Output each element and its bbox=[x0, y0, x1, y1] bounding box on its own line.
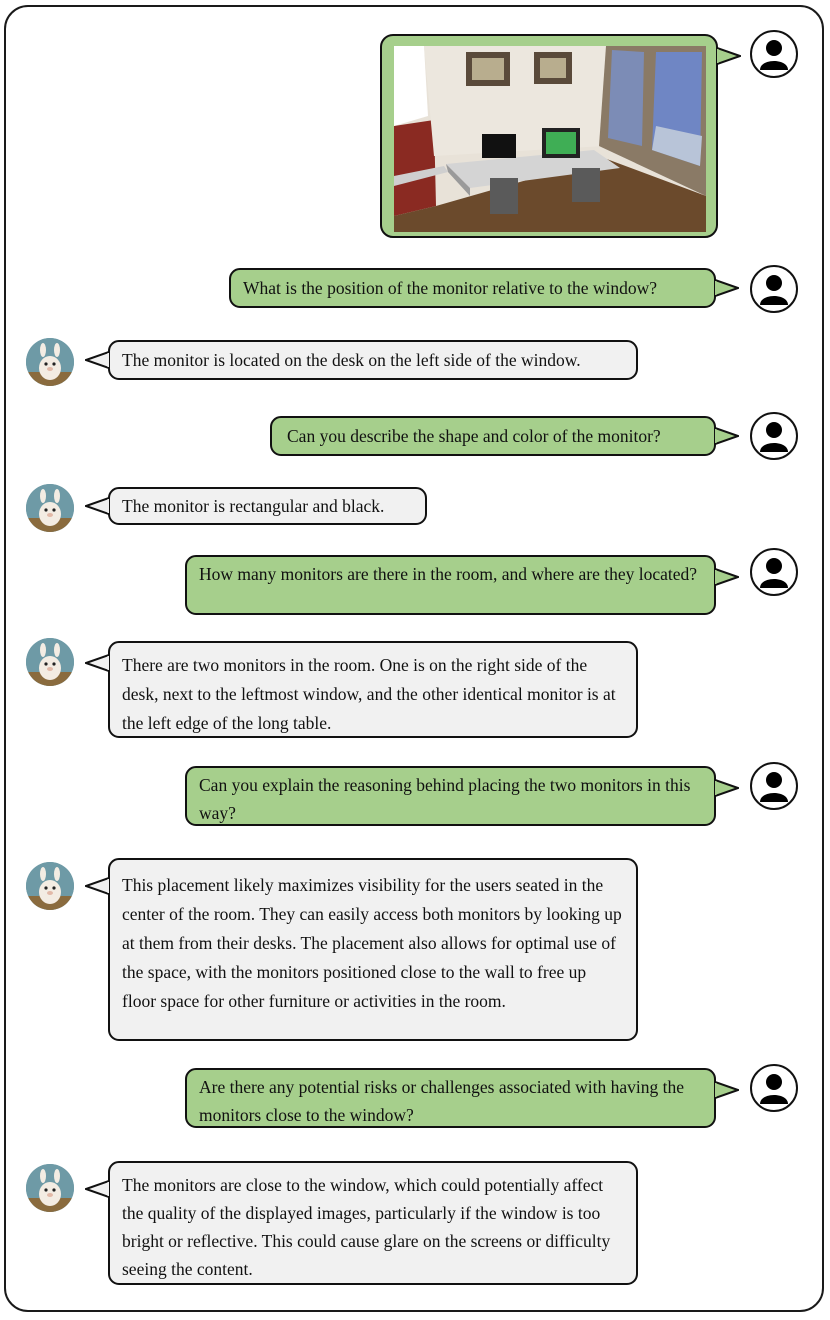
bubble-tail bbox=[715, 778, 739, 798]
bubble-tail bbox=[85, 350, 109, 370]
person-silhouette-icon bbox=[752, 414, 796, 458]
assistant-avatar bbox=[26, 862, 74, 910]
bubble-tail bbox=[715, 426, 739, 446]
bubble-tail bbox=[717, 46, 741, 66]
message-text: There are two monitors in the room. One is on the right side of the desk, next to the leftmost window, and the other identical monitor is at the left edge of the long table. bbox=[122, 655, 616, 733]
user-avatar bbox=[750, 265, 798, 313]
assistant-avatar bbox=[26, 484, 74, 532]
llama-mascot-avatar bbox=[26, 638, 74, 686]
message-text: Are there any potential risks or challenges associated with having the monitors close to the window? bbox=[199, 1077, 684, 1125]
bubble-tail bbox=[85, 1179, 109, 1199]
bubble-tail bbox=[715, 278, 739, 298]
user-avatar bbox=[750, 762, 798, 810]
message-text: Can you explain the reasoning behind placing the two monitors in this way? bbox=[199, 775, 691, 823]
message-text: Can you describe the shape and color of the monitor? bbox=[287, 426, 661, 446]
message-text: What is the position of the monitor relative to the window? bbox=[243, 278, 658, 298]
bubble-tail bbox=[85, 496, 109, 516]
bubble-tail bbox=[85, 653, 109, 673]
message-text: The monitor is rectangular and black. bbox=[122, 496, 385, 516]
llama-mascot-avatar bbox=[26, 862, 74, 910]
user-message bbox=[185, 766, 716, 826]
user-avatar bbox=[750, 548, 798, 596]
assistant-avatar bbox=[26, 338, 74, 386]
user-message bbox=[229, 268, 716, 308]
user-message bbox=[185, 555, 716, 615]
bubble-tail bbox=[715, 567, 739, 587]
assistant-message bbox=[108, 487, 427, 525]
assistant-avatar bbox=[26, 1164, 74, 1212]
assistant-message bbox=[108, 340, 638, 380]
person-silhouette-icon bbox=[752, 267, 796, 311]
llama-mascot-avatar bbox=[26, 1164, 74, 1212]
message-text: How many monitors are there in the room, and where are they located? bbox=[199, 564, 698, 584]
user-avatar bbox=[750, 412, 798, 460]
message-text: The monitors are close to the window, which could potentially affect the quality of the displayed images, particularly if the window is too bright or reflective. This could cause glare on the screens or difficulty seeing the content. bbox=[122, 1175, 611, 1279]
message-text: The monitor is located on the desk on the left side of the window. bbox=[122, 350, 581, 370]
user-image-bubble bbox=[380, 34, 718, 238]
user-message bbox=[270, 416, 716, 456]
user-message bbox=[185, 1068, 716, 1128]
assistant-message bbox=[108, 641, 638, 738]
user-avatar bbox=[750, 1064, 798, 1112]
person-silhouette-icon bbox=[752, 1066, 796, 1110]
assistant-avatar bbox=[26, 638, 74, 686]
room-scan-image bbox=[394, 46, 706, 232]
person-silhouette-icon bbox=[752, 32, 796, 76]
llama-mascot-avatar bbox=[26, 484, 74, 532]
bubble-tail bbox=[85, 876, 109, 896]
assistant-message bbox=[108, 858, 638, 1041]
person-silhouette-icon bbox=[752, 550, 796, 594]
user-avatar bbox=[750, 30, 798, 78]
person-silhouette-icon bbox=[752, 764, 796, 808]
assistant-message bbox=[108, 1161, 638, 1285]
bubble-tail bbox=[715, 1080, 739, 1100]
llama-mascot-avatar bbox=[26, 338, 74, 386]
message-text: This placement likely maximizes visibility for the users seated in the center of the room. They can easily access both monitors by looking up at them from their desks. The placement also allows for optimal use of the space, with the monitors positioned close to the wall to free up floor space for other furniture or activities in the room. bbox=[122, 875, 622, 1011]
